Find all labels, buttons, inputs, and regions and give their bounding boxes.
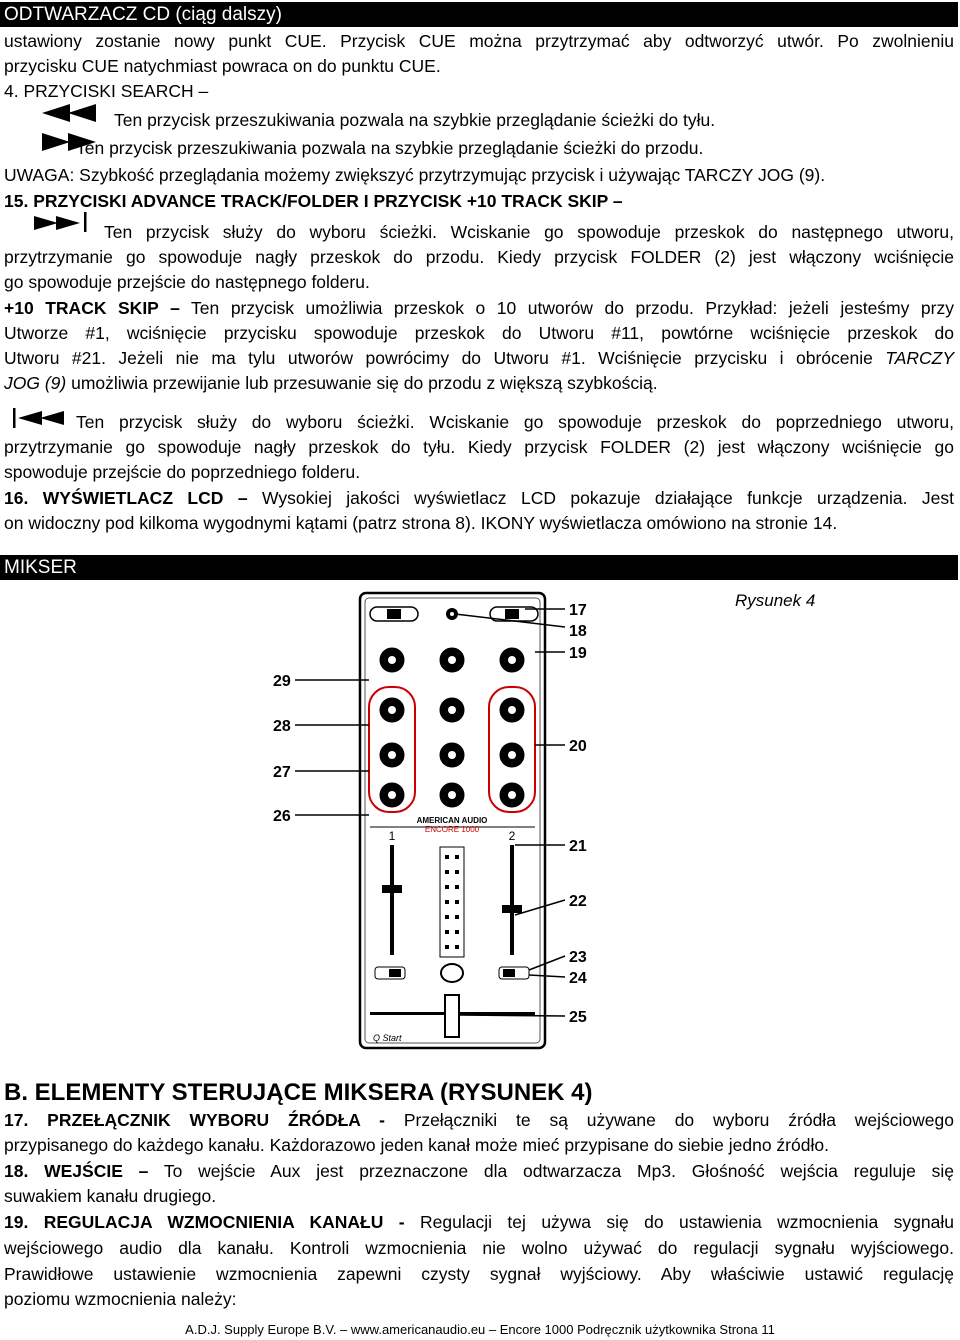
callout-21: 21 [569,838,587,855]
mixer-brand: AMERICAN AUDIO [416,816,488,825]
channel-2-label: 2 [508,829,516,843]
skip-line-3: Utworu #21. Jeżeli nie ma tylu utworów powrócimy do Utworu #1. Wciśnięcie przycisku i obrócenie TARCZY [4,348,954,368]
advance-p1-line-1: Ten przycisk służy do wyboru ścieżki. Wciskanie go spowoduje przeskok do następnego utworu, [104,222,954,242]
item-17-line-1: 17. PRZEŁĄCZNIK WYBORU ŹRÓDŁA - Przełączniki te są używane do wyboru źródła wejściowego [4,1110,954,1130]
item-19-line-3: Prawidłowe ustawienie wzmocnienia zapewni czysty sygnał wyjściowy. Aby właściwie ustawić regulację [4,1264,954,1284]
skip-line-4: JOG (9) umożliwia przewijanie lub przesuwanie się do przodu z większą szybkością. [4,373,658,393]
callout-24: 24 [569,970,587,987]
section-header-mixer: MIKSER [0,555,958,580]
callout-18: 18 [569,623,587,640]
mixer-model: ENCORE 1000 [424,825,480,834]
item-19-line-2: wejściowego audio dla kanału. Kontroli wzmocnienia nie wolno używać do regulacji sygnału wyjściowego. [4,1238,954,1258]
prev-p-line-3: spowoduje przejście do poprzedniego folderu. [4,462,361,482]
advance-p1-line-2: przytrzymanie go spowoduje nagły przeskok do przodu. Kiedy przycisk FOLDER (2) jest włączony wciśnięcie [4,247,954,267]
skip-line-1: +10 TRACK SKIP – Ten przycisk umożliwia przeskok o 10 utworów do przodu. Przykład: jeżeli jesteśmy przy [4,298,954,318]
page-footer: A.D.J. Supply Europe B.V. – www.americanaudio.eu – Encore 1000 Podręcznik użytkownika Strona 11 [185,1322,775,1337]
callout-27: 27 [273,764,291,781]
search-back-text: Ten przycisk przeszukiwania pozwala na szybkie przeglądanie ścieżki do tyłu. [114,110,716,130]
callout-26: 26 [273,808,291,825]
item-18-line-2: suwakiem kanału drugiego. [4,1186,217,1206]
search-back-icon [42,103,98,123]
section-b-title: B. ELEMENTY STERUJĄCE MIKSERA (RYSUNEK 4) [4,1079,593,1106]
search-note: UWAGA: Szybkość przeglądania możemy zwiększyć przytrzymując przycisk i używając TARCZY JOG (9). [4,165,826,185]
search-forward-text: Ten przycisk przeszukiwania pozwala na szybkie przeglądanie ścieżki do przodu. [76,138,704,158]
skip-line-2: Utworze #1, wciśnięcie przycisku spowoduje przeskok do Utworu #11, powtórne wciśnięcie przeskok do [4,323,954,343]
prev-p-line-2: przytrzymanie go spowoduje nagły przeskok do tyłu. Kiedy przycisk FOLDER (2) jest włączony wciśnięcie go [4,437,954,457]
callout-20: 20 [569,738,587,755]
figure-caption: Rysunek 4 [735,591,816,610]
item-18-line-1: 18. WEJŚCIE – To wejście Aux jest przeznaczone dla odtwarzacza Mp3. Głośność wejścia reguluje się [4,1161,954,1181]
advance-heading: 15. PRZYCISKI ADVANCE TRACK/FOLDER I PRZYCISK +10 TRACK SKIP – [4,191,623,211]
callout-29: 29 [273,673,291,690]
callout-25: 25 [569,1009,587,1026]
next-track-icon [34,212,90,234]
mixer-diagram [265,585,605,1055]
callout-19: 19 [569,645,587,662]
advance-p1-line-3: go spowoduje przejście do następnego folderu. [4,272,370,292]
intro-line-1: ustawiony zostanie nowy punkt CUE. Przycisk CUE można przytrzymać aby odtworzyć utwór. Po zwolnieniu [4,31,954,51]
search-heading: 4. PRZYCISKI SEARCH – [4,81,209,101]
callout-22: 22 [569,893,587,910]
prev-p-line-1: Ten przycisk służy do wyboru ścieżki. Wciskanie go spowoduje przeskok do poprzedniego utworu, [76,412,954,432]
item-17-line-2: przypisanego do każdego kanału. Każdorazowo jeden kanał może mieć przypisane do siebie jedno źródło. [4,1135,829,1155]
section-header-cd: ODTWARZACZ CD (ciąg dalszy) [0,2,958,27]
intro-line-2: przycisku CUE natychmiast powraca on do punktu CUE. [4,56,441,76]
lcd-line-2: on widoczny pod kilkoma wygodnymi kątami (patrz strona 8). IKONY wyświetlacza omówiono na stronie 14. [4,513,838,533]
qstart-logo: Q Start [373,1033,402,1043]
lcd-line-1: 16. WYŚWIETLACZ LCD – Wysokiej jakości wyświetlacz LCD pokazuje działające funkcje urządzenia. Jest [4,488,955,508]
channel-1-label: 1 [388,829,396,843]
previous-track-icon [12,407,70,429]
callout-17: 17 [569,602,587,619]
item-19-line-4: poziomu wzmocnienia należy: [4,1289,237,1309]
callout-28: 28 [273,718,291,735]
callout-23: 23 [569,949,587,966]
item-19-line-1: 19. REGULACJA WZMOCNIENIA KANAŁU - Regulacji tej używa się do ustawienia wzmocnienia sygnału [4,1212,954,1232]
